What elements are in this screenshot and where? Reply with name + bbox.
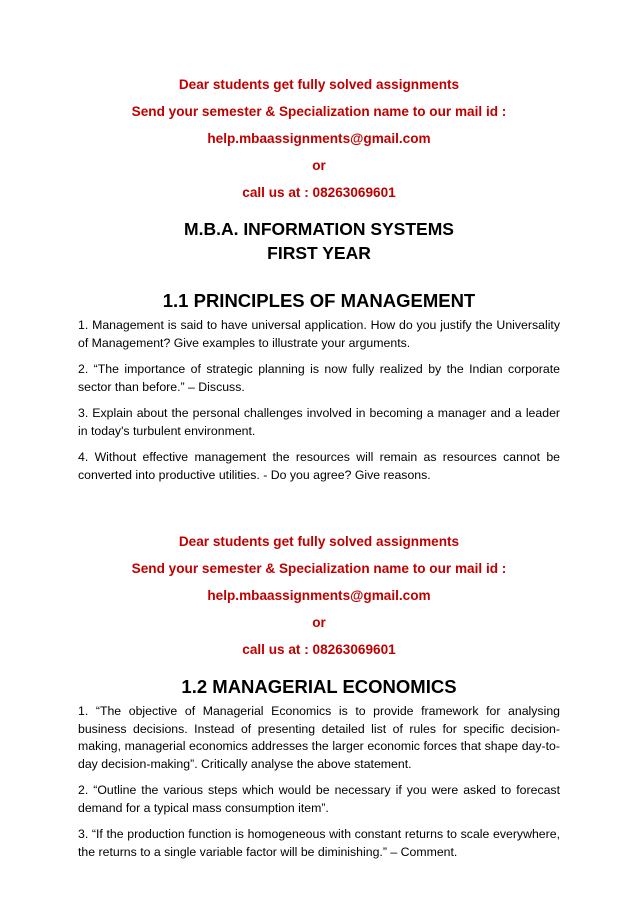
promo-block (78, 77, 560, 201)
promo-block (78, 534, 560, 658)
question-item: 2. “The importance of strategic planning is now fully realized by the Indian corporate sector than before.” – Discuss. (78, 362, 560, 394)
question-item: 3. Explain about the personal challenges involved in becoming a manager and a leader in today's turbulent environment. (78, 406, 560, 438)
document-title (78, 217, 560, 265)
question-item: 1. Management is said to have universal application. How do you justify the Universality of Management? Give examples to illustrate your arguments. (78, 318, 560, 350)
promo-email: help.mbaassignments@gmail.com (207, 588, 431, 603)
section-heading: 1.1 PRINCIPLES OF MANAGEMENT (162, 290, 476, 311)
promo-line-1: Dear students get fully solved assignments (178, 77, 460, 92)
section-managerial-economics (78, 676, 560, 861)
promo-email: help.mbaassignments@gmail.com (207, 131, 431, 146)
promo-phone: call us at : 08263069601 (242, 642, 396, 657)
question-item: 3. “If the production function is homogeneous with constant returns to scale everywhere, the returns to a single variable factor will be diminishing.” – Comment. (78, 827, 560, 859)
question-item: 2. “Outline the various steps which would be necessary if you were asked to forecast demand for a typical mass consumption item”. (78, 783, 560, 815)
promo-line-1: Dear students get fully solved assignments (178, 534, 460, 549)
title-line-1: M.B.A. INFORMATION SYSTEMS (184, 219, 454, 239)
question-item: 1. “The objective of Managerial Economics is to provide framework for analysing business decisions. Instead of presenting detailed list of rules for specific decision-making, managerial economics addresses the larger economic forces that shape day-to-day decision-making”. Critically analyse the above statement. (78, 704, 560, 771)
promo-line-2: Send your semester & Specialization name to our mail id : (131, 561, 507, 576)
promo-line-2: Send your semester & Specialization name to our mail id : (131, 104, 507, 119)
section-heading: 1.2 MANAGERIAL ECONOMICS (181, 676, 457, 697)
title-line-2: FIRST YEAR (267, 243, 371, 263)
promo-or: or (312, 615, 326, 630)
promo-phone: call us at : 08263069601 (242, 185, 396, 200)
promo-or: or (312, 158, 326, 173)
section-principles-of-management (78, 290, 560, 484)
question-item: 4. Without effective management the resources will remain as resources cannot be converted into productive utilities. - Do you agree? Give reasons. (78, 450, 560, 482)
